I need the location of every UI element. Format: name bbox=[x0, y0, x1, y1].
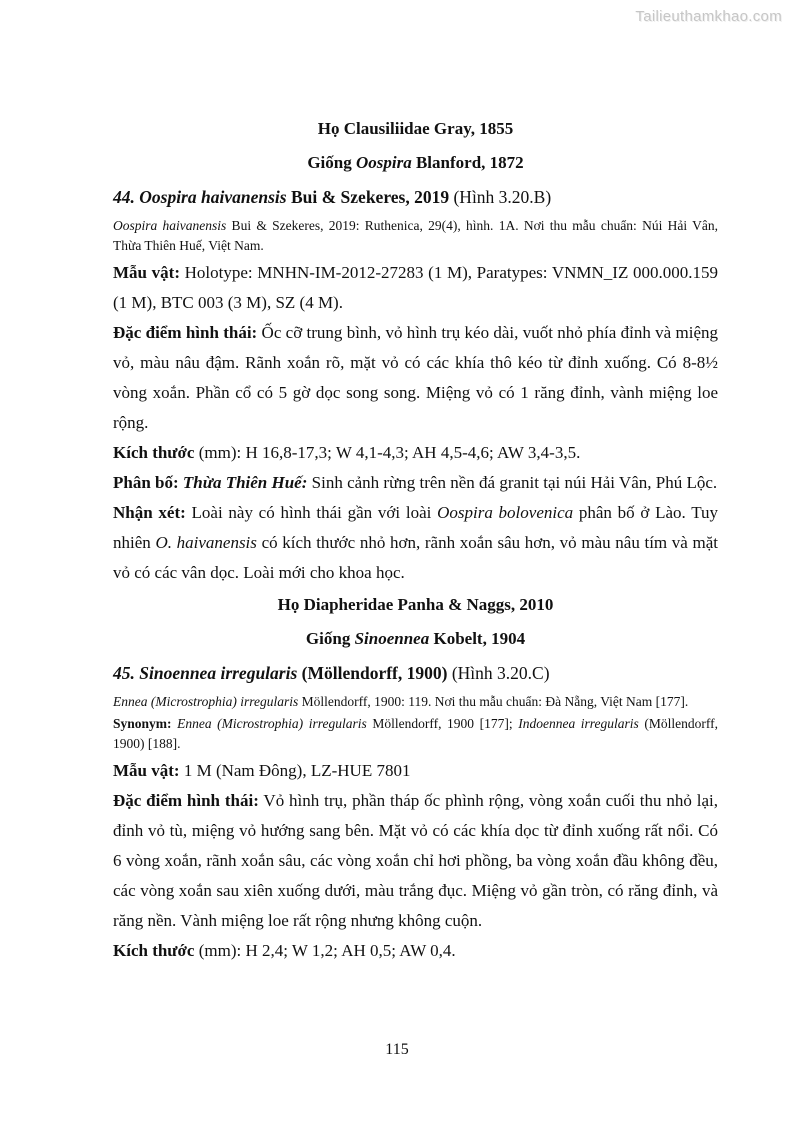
family-heading bbox=[113, 588, 718, 622]
genus-name: Oospira bbox=[355, 153, 412, 172]
synonym-text-1: Möllendorff, 1900 [177]; bbox=[366, 716, 519, 731]
citation-text: Bui & Szekeres, 2019: Ruthenica, 29(4), hình. 1A. Nơi thu mẫu chuẩn: Núi Hải Vân, Thừa Thiên Huế, Việt Nam. bbox=[113, 218, 719, 253]
species-heading bbox=[113, 656, 718, 690]
morphology-label: Đặc điểm hình thái: bbox=[113, 323, 258, 342]
remarks-taxon-1: Oospira bolovenica bbox=[437, 503, 574, 522]
size-paragraph bbox=[113, 438, 718, 468]
remarks-paragraph bbox=[113, 498, 718, 588]
species-author: (Möllendorff, 1900) bbox=[297, 663, 448, 683]
specimen-label: Mẫu vật: bbox=[113, 761, 180, 780]
distribution-province: Thừa Thiên Huế: bbox=[182, 473, 308, 492]
specimen-text: Holotype: MNHN-IM-2012-27283 (1 M), Paratypes: VNMN_IZ 000.000.159 (1 M), BTC 003 (3 M), SZ (4 M). bbox=[113, 263, 718, 312]
remarks-text-3: có kích thước nhỏ hơn, rãnh xoắn sâu hơn, vỏ màu nâu tím và mặt vỏ có các vân dọc. Loài mới cho khoa học. bbox=[113, 533, 719, 582]
synonym-label: Synonym: bbox=[113, 716, 178, 731]
genus-name: Sinoennea bbox=[354, 629, 430, 648]
size-text: (mm): H 2,4; W 1,2; AH 0,5; AW 0,4. bbox=[194, 941, 456, 960]
morphology-text: Vỏ hình trụ, phần tháp ốc phình rộng, vòng xoắn cuối thu nhỏ lại, đỉnh vỏ tù, miệng vỏ hướng sang bên. Mặt vỏ có các khía dọc từ đỉnh xuống rất nổi. Có 6 vòng xoắn, rãnh xoắn sâu, các vòng xoắn chỉ hơi phồng, ba vòng xoắn đầu không đều, các vòng xoắn sau xiên xuống dưới, màu trắng đục. Miệng vỏ gần tròn, có răng đỉnh, và răng nền. Vành miệng loe rất rộng nhưng không cuộn. bbox=[113, 791, 718, 930]
species-number-name: 44. Oospira haivanensis bbox=[113, 187, 287, 207]
distribution-paragraph bbox=[113, 468, 718, 498]
genus-heading-pre: Giống bbox=[307, 153, 356, 172]
citation-text: Möllendorff, 1900: 119. Nơi thu mẫu chuẩn: Đà Nẵng, Việt Nam [177]. bbox=[298, 694, 689, 709]
genus-heading bbox=[113, 622, 718, 656]
citation-taxon: Ennea (Microstrophia) irregularis bbox=[113, 694, 299, 709]
distribution-label: Phân bố: bbox=[113, 473, 183, 492]
morphology-paragraph bbox=[113, 786, 718, 936]
synonym-taxon-1: Ennea (Microstrophia) irregularis bbox=[177, 716, 367, 731]
morphology-text: Ốc cỡ trung bình, vỏ hình trụ kéo dài, vuốt nhỏ phía đỉnh và miệng vỏ, màu nâu đậm. Rãnh xoắn rõ, mặt vỏ có các khía thô kéo từ đỉnh xuống. Có 8-8½ vòng xoắn. Phần cổ có 5 gờ dọc song song. Miệng vỏ có 1 răng đỉnh, vành miệng loe rộng. bbox=[113, 323, 719, 432]
species-figure-ref: (Hình 3.20.B) bbox=[449, 187, 552, 207]
remarks-text-1: Loài này có hình thái gần với loài bbox=[185, 503, 438, 522]
specimen-text: 1 M (Nam Đông), LZ-HUE 7801 bbox=[179, 761, 411, 780]
specimen-paragraph bbox=[113, 258, 718, 318]
morphology-paragraph bbox=[113, 318, 718, 438]
family-heading bbox=[113, 112, 718, 146]
size-label: Kích thước bbox=[113, 443, 195, 462]
remarks-text-2: phân bố ở Lào. Tuy nhiên bbox=[113, 503, 718, 552]
watermark: Tailieuthamkhao.com bbox=[635, 8, 782, 25]
synonym-text-2: (Möllendorff, 1900) [188]. bbox=[113, 716, 718, 751]
family-heading-text: Họ Clausiliidae Gray, 1855 bbox=[317, 119, 514, 138]
species-figure-ref: (Hình 3.20.C) bbox=[447, 663, 550, 683]
citation-paragraph bbox=[113, 692, 718, 712]
page-number: 115 bbox=[385, 1041, 409, 1058]
species-heading bbox=[113, 180, 718, 214]
genus-heading bbox=[113, 146, 718, 180]
synonym-paragraph bbox=[113, 714, 718, 754]
remarks-taxon-2: O. haivanensis bbox=[155, 533, 257, 552]
family-heading-text: Họ Diapheridae Panha & Naggs, 2010 bbox=[277, 595, 554, 614]
specimen-label: Mẫu vật: bbox=[113, 263, 180, 282]
species-number-name: 45. Sinoennea irregularis bbox=[113, 663, 298, 683]
specimen-paragraph bbox=[113, 756, 718, 786]
size-text: (mm): H 16,8-17,3; W 4,1-4,3; AH 4,5-4,6; AW 3,4-3,5. bbox=[194, 443, 581, 462]
genus-heading-post: Kobelt, 1904 bbox=[429, 629, 526, 648]
citation-paragraph bbox=[113, 216, 718, 256]
size-paragraph bbox=[113, 936, 718, 966]
distribution-text: Sinh cảnh rừng trên nền đá granit tại núi Hải Vân, Phú Lộc. bbox=[307, 473, 718, 492]
size-label: Kích thước bbox=[113, 941, 195, 960]
genus-heading-post: Blanford, 1872 bbox=[411, 153, 524, 172]
remarks-label: Nhận xét: bbox=[113, 503, 186, 522]
genus-heading-pre: Giống bbox=[305, 629, 355, 648]
citation-taxon: Oospira haivanensis bbox=[113, 218, 227, 233]
species-author: Bui & Szekeres, 2019 bbox=[286, 187, 450, 207]
synonym-taxon-2: Indoennea irregularis bbox=[518, 716, 639, 731]
morphology-label: Đặc điểm hình thái: bbox=[113, 791, 259, 810]
